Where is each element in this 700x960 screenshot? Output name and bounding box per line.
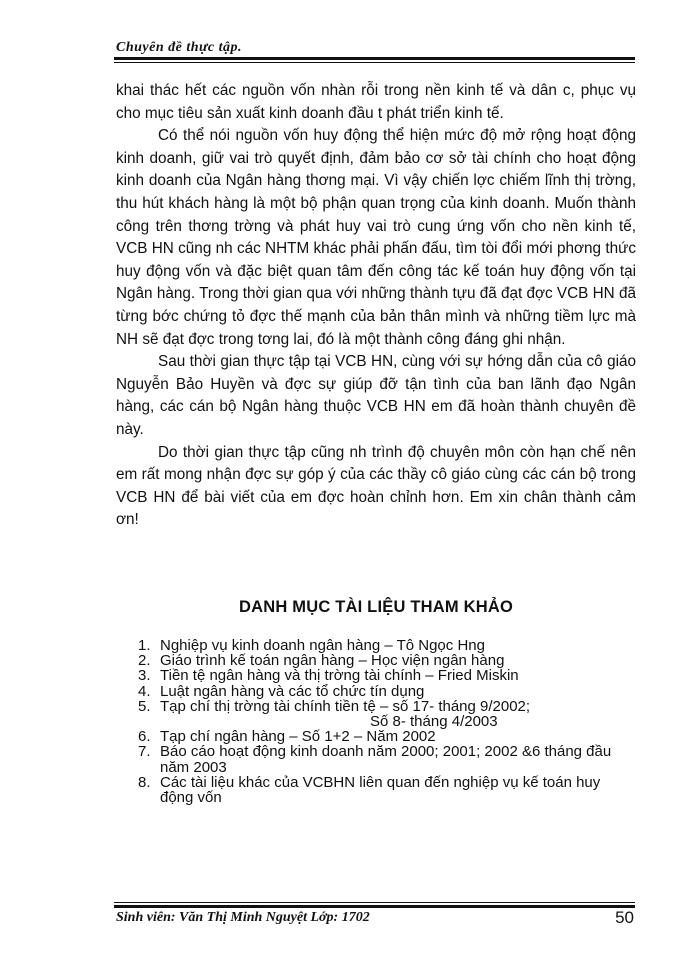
- footer-rule-thick: [114, 905, 635, 908]
- page-number: 50: [615, 908, 634, 927]
- running-header: Chuyên đề thực tập.: [116, 40, 243, 55]
- references-list: [138, 638, 618, 805]
- reference-number: 4.: [138, 682, 151, 700]
- references-title: DANH MỤC TÀI LIỆU THAM KHẢO: [239, 598, 513, 616]
- paragraph-4: Do thời gian thực tập cũng nh trình độ chuyên môn còn hạn chế nên em rất mong nhận đợc sự góp ý của các thầy cô giáo cùng các cán bộ trong VCB HN để bài viết của em đợc hoàn chỉnh hơn. Em xin chân thành cảm ơn!: [116, 443, 636, 529]
- reference-text: Luật ngân hàng và các tổ chức tín dụng: [160, 682, 425, 700]
- reference-text: Tiền tệ ngân hàng và thị trờng tài chính – Fried Miskin: [160, 667, 519, 685]
- reference-number: 8.: [138, 773, 151, 791]
- reference-item: [138, 638, 618, 653]
- paragraph-3: Sau thời gian thực tập tại VCB HN, cùng với sự hớng dẫn của cô giáo Nguyễn Bảo Huyền và đợc sự giúp đỡ tận tình của ban lãnh đạo Ngân hàng, các cán bộ Ngân hàng thuộc VCB HN em đã hoàn thành chuyên đề này.: [116, 353, 636, 438]
- reference-continuation: Số 8- tháng 4/2003: [370, 713, 498, 731]
- reference-text: Giáo trình kế toán ngân hàng – Học viện ngân hàng: [160, 652, 505, 670]
- reference-item: [138, 668, 618, 683]
- reference-item: [138, 699, 618, 714]
- reference-item: [138, 729, 618, 744]
- header-rule-thick: [114, 57, 635, 60]
- reference-number: 7.: [138, 743, 151, 761]
- reference-text: Báo cáo hoạt động kinh doanh năm 2000; 2001; 2002 &6 tháng đầu năm 2003: [160, 743, 612, 776]
- reference-item: [138, 775, 618, 805]
- reference-number: 3.: [138, 667, 151, 685]
- reference-number: 2.: [138, 652, 151, 670]
- reference-item: [138, 653, 618, 668]
- reference-number: 5.: [138, 697, 151, 715]
- reference-text: Tạp chí ngân hàng – Số 1+2 – Năm 2002: [160, 728, 436, 746]
- footer-rule-thin: [114, 902, 635, 903]
- reference-text: Tạp chí thị trờng tài chính tiền tệ – số 17- tháng 9/2002;: [160, 697, 531, 715]
- reference-text: Các tài liệu khác của VCBHN liên quan đến nghiệp vụ kế toán huy động vốn: [160, 773, 601, 807]
- header-rule-thin: [114, 62, 635, 63]
- paragraph-1: khai thác hết các nguồn vốn nhàn rỗi trong nền kinh tế và dân c, phục vụ cho mục tiêu sản xuất kinh doanh đầu t phát triển kinh tế.: [116, 82, 636, 122]
- reference-text: Nghiệp vụ kinh doanh ngân hàng – Tô Ngọc Hng: [160, 637, 485, 654]
- paragraph-2: Có thể nói nguồn vốn huy động thể hiện mức độ mở rộng hoạt động kinh doanh, giữ vai trò quyết định, đảm bảo cơ sở tài chính cho hoạt động kinh doanh của Ngân hàng thơng mại. Vì vậy chiến lợc chiếm lĩnh thị trờng, thu hút khách hàng là một bộ phận quan trọng của kinh doanh. Muốn thành công trên thơng trờng và phát huy vai trò cung ứng vốn cho nền kinh tế, VCB HN cũng nh các NHTM khác phải phấn đấu, tìm tòi đổi mới phơng thức huy động vốn và đặc biệt quan tâm đến công tác kế toán huy động vốn tại Ngân hàng. Trong thời gian qua với những thành tựu đã đạt đợc VCB HN đã từng bớc chứng tỏ đợc thế mạnh của bản thân mình và những tiềm lực mà NH sẽ đạt đợc trong tơng lai, đó là một thành công đáng ghi nhận.: [116, 127, 636, 348]
- footer-student-info: Sinh viên: Văn Thị Minh Nguyệt Lớp: 1702: [116, 910, 370, 925]
- body-text: [116, 80, 636, 532]
- reference-number: 1.: [138, 637, 151, 654]
- reference-item: [138, 684, 618, 699]
- reference-item: [138, 744, 618, 774]
- reference-number: 6.: [138, 728, 151, 746]
